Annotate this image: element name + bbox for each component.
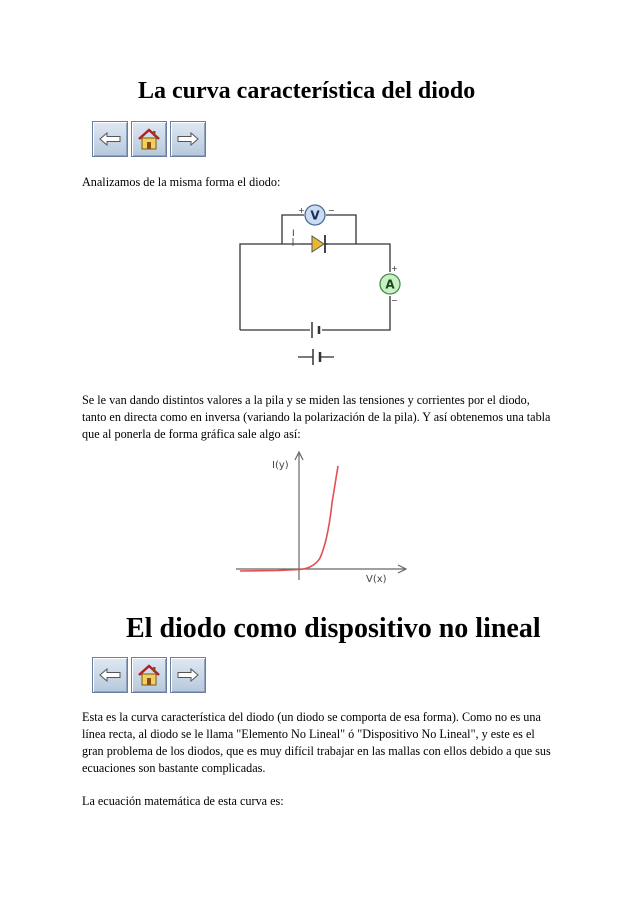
home-icon <box>137 128 161 150</box>
next-button[interactable] <box>170 657 206 693</box>
voltmeter-minus: − <box>328 206 335 215</box>
battery-symbol <box>312 322 319 338</box>
battery-symbol-standalone <box>298 349 334 365</box>
ammeter-label: A <box>385 277 395 292</box>
home-button[interactable] <box>131 657 167 693</box>
y-axis-label: I(y) <box>272 460 289 471</box>
previous-button[interactable] <box>92 657 128 693</box>
diode-symbol <box>300 235 328 253</box>
voltmeter-plus: + <box>298 206 305 215</box>
section-title: El diodo como dispositivo no lineal <box>126 613 541 644</box>
next-button[interactable] <box>170 121 206 157</box>
voltmeter <box>305 205 325 225</box>
voltmeter-label: V <box>310 208 320 223</box>
arrow-left-icon <box>99 132 121 146</box>
home-button[interactable] <box>131 121 167 157</box>
navigation-bar-2 <box>92 657 206 693</box>
nonlinear-paragraph: Esta es la curva característica del diodo (un diodo se comporta de esa forma). Como no es una línea recta, al diodo se le llama "Elemento No Lineal" ó "Dispositivo No Lineal", y este es el gran problema de los diodos, que es muy difícil trabajar en las mallas con ellos debido a que sus ecuaciones son bastante complicadas. <box>82 710 551 775</box>
equation-intro: La ecuación matemática de esta curva es: <box>82 794 284 808</box>
iv-curve <box>240 466 338 571</box>
ammeter <box>380 274 400 294</box>
diode-test-circuit <box>230 200 410 375</box>
navigation-bar <box>92 121 206 157</box>
arrow-left-icon <box>99 668 121 682</box>
ammeter-plus: + <box>391 264 398 273</box>
diode-characteristic-graph <box>228 448 413 588</box>
ammeter-minus: − <box>391 296 398 305</box>
arrow-right-icon <box>177 668 199 682</box>
description-paragraph: Se le van dando distintos valores a la pila y se miden las tensiones y corrientes por el diodo, tanto en directa como en inversa (variando la polarización de la pila). Y así obtenemos una tabla que al ponerla de forma gráfica sale algo así: <box>82 393 551 441</box>
x-axis-label: V(x) <box>366 574 387 585</box>
current-label: I <box>292 229 295 239</box>
page-title: La curva característica del diodo <box>138 78 476 104</box>
intro-text: Analizamos de la misma forma el diodo: <box>82 175 281 189</box>
previous-button[interactable] <box>92 121 128 157</box>
home-icon <box>137 664 161 686</box>
arrow-right-icon <box>177 132 199 146</box>
